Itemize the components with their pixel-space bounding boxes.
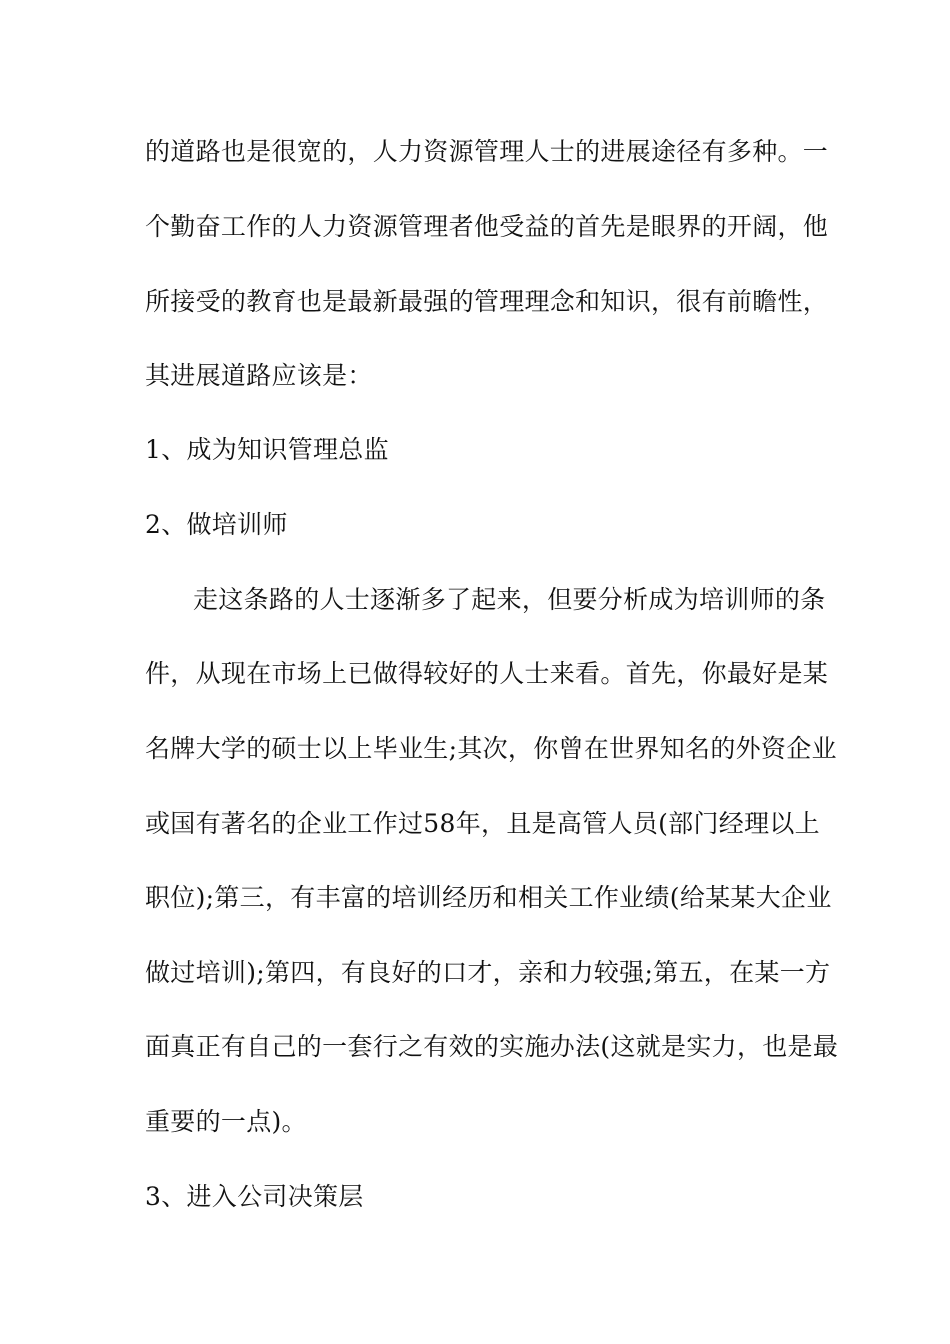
paragraph-line: 或国有著名的企业工作过58年，且是高管人员(部门经理以上 [145,809,820,838]
paragraph-line: 做过培训);第四，有良好的口才，亲和力较强;第五，在某一方 [145,958,831,987]
paragraph-line: 其进展道路应该是： [145,361,373,390]
paragraph-line: 名牌大学的硕士以上毕业生;其次，你曾在世界知名的外资企业 [145,734,837,763]
paragraph-line: 重要的一点)。 [145,1107,307,1136]
list-item-heading: 1、成为知识管理总监 [145,435,389,464]
paragraph-line: 的道路也是很宽的，人力资源管理人士的进展途径有多种。一 [145,137,829,166]
paragraph-line: 职位);第三，有丰富的培训经历和相关工作业绩(给某某大企业 [145,883,832,912]
paragraph-line: 个勤奋工作的人力资源管理者他受益的首先是眼界的开阔，他 [145,212,829,241]
paragraph-line: 所接受的教育也是最新最强的管理理念和知识，很有前瞻性， [145,287,829,316]
paragraph-line: 走这条路的人士逐渐多了起来，但要分析成为培训师的条 [193,585,826,614]
list-item-heading: 3、进入公司决策层 [145,1182,364,1211]
list-item-heading: 2、做培训师 [145,510,288,539]
paragraph-line: 面真正有自己的一套行之有效的实施办法(这就是实力，也是最 [145,1032,839,1061]
paragraph-line: 件，从现在市场上已做得较好的人士来看。首先，你最好是某 [145,659,829,688]
